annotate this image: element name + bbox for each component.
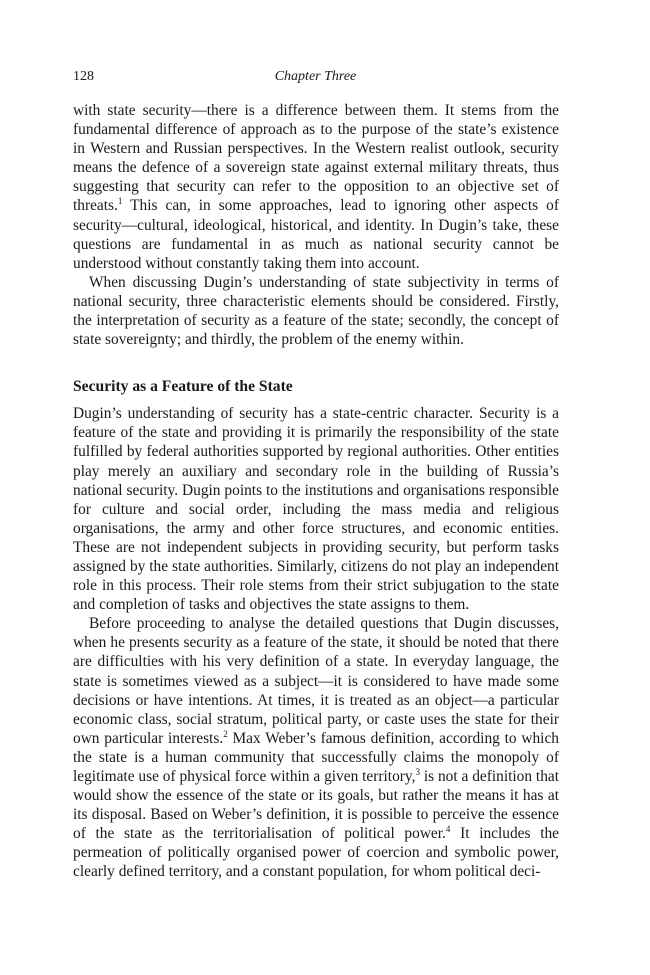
page-number: 128: [73, 69, 94, 84]
body-text: [73, 101, 559, 882]
footnote-marker[interactable]: 4: [445, 824, 451, 835]
footnote-marker[interactable]: 1: [117, 196, 123, 207]
paragraph: with state security—there is a difference between them. It stems from the fundamental difference of approach as to the purpose of the state’s existence in Western and Russian perspectives. In the Western realist outlook, security means the defence of a sovereign state against external military threats, thus suggesting that security can refer to the opposition to an objective set of threats.$^1$ This can, in some approaches, lead to ignoring other aspects of security—cultural, ideological, historical, and identity. In Dugin’s take, these questions are fundamental in as much as national security cannot be understood without constantly taking them into account.: [73, 102, 559, 272]
paragraph: Dugin’s understanding of security has a state-centric character. Security is a feature of the state and providing it is primarily the responsibility of the state fulfilled by federal authorities supported by regional authorities. Other entities play merely an auxiliary and secondary role in the building of Russia’s national security. Dugin points to the institutions and organisations responsible for culture and social order, including the mass media and religious organisations, the army and other force structures, and economic entities. These are not independent subjects in providing security, but perform tasks assigned by the state authorities. Similarly, citizens do not play an independent role in this process. Their role stems from their strict subjugation to the state and completion of tasks and objectives the state assigns to them.: [73, 405, 559, 614]
footnote-marker[interactable]: 3: [415, 767, 420, 777]
footnote-marker[interactable]: 2: [223, 728, 228, 739]
paragraph: When discussing Dugin’s understanding of state subjectivity in terms of national security, three characteristic elements should be considered. Firstly, the interpretation of security as a feature of the state; secondly, the concept of state sovereignty; and thirdly, the problem of the enemy within.: [73, 273, 559, 349]
paragraph: Before proceeding to analyse the detailed questions that Dugin discusses, when he presents security as a feature of the state, it should be noted that there are difficulties with his very definition of a state. In everyday language, the state is sometimes viewed as a subject—it is considered to have made some decisions or have intentions. At times, it is treated as an object—a particular economic class, social stratum, political party, or caste uses the state for their own particular interests.$^2$ Max Weber’s famous definition, according to which the state is a human community that successfully claims the monopoly of legitimate use of physical force within a given territory,$^3$ is not a definition that would show the essence of the state or its goals, but rather the means it has at its disposal. Based on Weber’s definition, it is possible to perceive the essence of the state as the territorialisation of political power.$^4$ It includes the permeation of politically organised power of coercion and symbolic power, clearly defined territory, and a constant population, for whom political deci-: [73, 615, 560, 881]
chapter-title: Chapter Three: [274, 69, 357, 84]
section-heading: Security as a Feature of the State: [73, 378, 293, 396]
